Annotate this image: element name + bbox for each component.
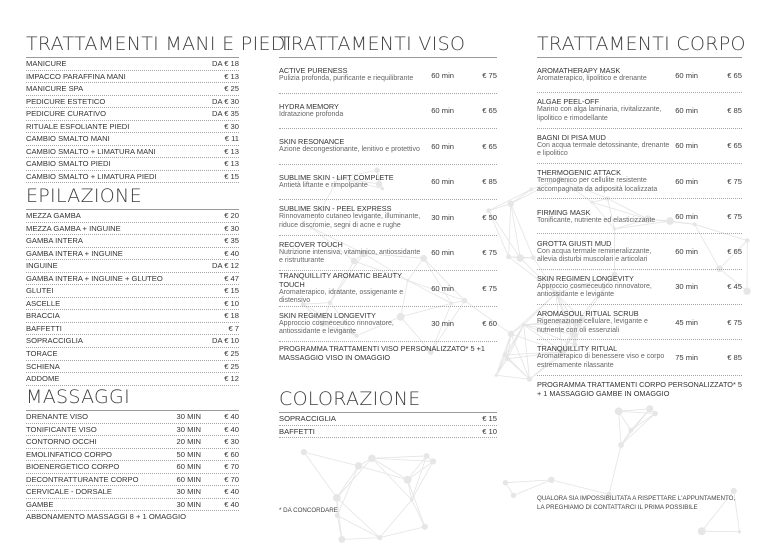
list-item bbox=[26, 298, 239, 311]
treatment-description: Con acqua termale detossinante, drenante e lipolitico bbox=[537, 141, 670, 158]
treatment-text bbox=[537, 239, 670, 265]
treatment-text bbox=[279, 173, 422, 191]
treatment-duration: 60 min bbox=[675, 105, 698, 115]
treatment-description: Approccio cosmeceutico rinnovatore, antiossidante e levigante bbox=[279, 319, 394, 336]
treatment-name: FIRMING MASK bbox=[537, 207, 591, 217]
treatment-row bbox=[279, 236, 497, 272]
treatment-name: SUBLIME SKIN - LIFT COMPLETE bbox=[279, 172, 394, 182]
list-item bbox=[26, 83, 239, 96]
treatment-row bbox=[279, 94, 497, 130]
treatment-row bbox=[537, 234, 742, 269]
list-item bbox=[26, 335, 239, 348]
item-price: € 18 bbox=[224, 311, 239, 321]
item-price: DA € 30 bbox=[211, 96, 239, 106]
treatment-name: BAGNI DI PISA MUD bbox=[537, 132, 606, 142]
treatment-row bbox=[279, 129, 497, 165]
list-item bbox=[26, 121, 239, 134]
item-name: TORACE bbox=[26, 349, 58, 359]
treatment-text bbox=[279, 204, 422, 230]
item-name: BRACCIA bbox=[26, 311, 60, 321]
item-price: € 30 bbox=[224, 223, 239, 233]
list-item bbox=[26, 361, 239, 374]
list-item bbox=[26, 273, 239, 286]
item-price: DA € 10 bbox=[211, 336, 239, 346]
item-name: BAFFETTI bbox=[26, 323, 62, 333]
item-price: € 70 bbox=[224, 462, 239, 472]
treatment-name: SKIN REGIMEN LONGEVITY bbox=[279, 310, 376, 320]
item-name: GAMBA INTERA bbox=[26, 236, 83, 246]
treatment-row bbox=[537, 340, 742, 375]
treatment-name: TRANQUILLITY RITUAL bbox=[537, 344, 618, 354]
section-colorazione bbox=[279, 388, 497, 438]
list-item bbox=[26, 171, 239, 184]
item-name: IMPACCO PARAFFINA MANI bbox=[26, 71, 126, 81]
treatment-price: € 65 bbox=[482, 106, 497, 116]
item-price: DA € 12 bbox=[211, 261, 239, 271]
treatment-price: € 75 bbox=[727, 317, 742, 327]
list-item bbox=[26, 461, 239, 474]
list-item bbox=[26, 348, 239, 361]
treatment-duration: 60 min bbox=[675, 70, 698, 80]
item-price: € 25 bbox=[224, 361, 239, 371]
treatment-description: Aromaterapico, lipolitico e drenante bbox=[537, 75, 647, 83]
item-price: € 60 bbox=[224, 449, 239, 459]
item-price: € 40 bbox=[224, 487, 239, 497]
price-list bbox=[279, 413, 497, 438]
treatment-text bbox=[537, 133, 670, 159]
item-name: ASCELLE bbox=[26, 298, 61, 308]
item-price: € 10 bbox=[482, 426, 497, 436]
list-item bbox=[26, 210, 239, 223]
treatment-price: € 45 bbox=[727, 282, 742, 292]
treatment-duration: 60 min bbox=[431, 70, 454, 80]
treatment-text bbox=[279, 311, 422, 337]
item-duration: 20 MIN bbox=[176, 437, 201, 447]
treatment-row bbox=[537, 58, 742, 93]
treatment-text bbox=[279, 102, 422, 120]
list-item bbox=[26, 499, 239, 512]
treatment-price: € 65 bbox=[727, 247, 742, 257]
item-price: € 15 bbox=[482, 414, 497, 423]
item-price: € 11 bbox=[224, 134, 239, 144]
treatment-name: SKIN RESONANCE bbox=[279, 137, 345, 147]
treatment-duration: 30 min bbox=[675, 282, 698, 292]
list-item bbox=[26, 58, 239, 71]
section-title: TRATTAMENTI CORPO bbox=[537, 33, 742, 58]
treatment-description: Con acqua termale remineralizzante, allevia disturbi muscolari e articolari bbox=[537, 247, 652, 264]
treatment-name: ACTIVE PURENESS bbox=[279, 66, 348, 76]
treatment-description: Antietà liftante e rimpolpante bbox=[279, 181, 368, 189]
list-item bbox=[26, 474, 239, 487]
item-price: € 25 bbox=[224, 349, 239, 359]
list-item bbox=[26, 158, 239, 171]
treatment-description: Termogenico per cellulite resistente accompagnata da adiposità localizzata bbox=[537, 176, 658, 193]
list-item bbox=[26, 436, 239, 449]
treatment-duration: 60 min bbox=[675, 176, 698, 186]
section-corpo bbox=[537, 33, 746, 398]
section-epilazione bbox=[26, 185, 239, 386]
item-duration: 30 MIN bbox=[176, 412, 201, 421]
treatment-description: Rinnovamento cutaneo levigante, illuminante, riduce discromie, segni di acne e rughe bbox=[279, 213, 421, 229]
price-list bbox=[26, 210, 239, 386]
item-name: DECONTRATTURANTE CORPO bbox=[26, 474, 139, 484]
treatment-list bbox=[279, 58, 497, 342]
treatment-description: Azione decongestionante, lenitivo e protettivo bbox=[279, 146, 420, 154]
massaggi-subscription: ABBONAMENTO MASSAGGI 8 + 1 OMAGGIO bbox=[26, 512, 186, 522]
treatment-row bbox=[537, 199, 742, 234]
list-item bbox=[279, 426, 497, 439]
item-name: GAMBA INTERA + INGUINE bbox=[26, 248, 123, 258]
treatment-name: SKIN REGIMEN LONGEVITY bbox=[537, 273, 634, 283]
list-item bbox=[26, 486, 239, 499]
item-duration: 60 MIN bbox=[176, 462, 201, 472]
treatment-name: AROMASOUL RITUAL SCRUB bbox=[537, 309, 639, 319]
treatment-duration: 30 min bbox=[431, 319, 454, 329]
treatment-price: € 75 bbox=[482, 70, 497, 80]
item-name: MEZZA GAMBA + INGUINE bbox=[26, 223, 121, 233]
treatment-price: € 85 bbox=[482, 177, 497, 187]
treatment-duration: 60 min bbox=[675, 141, 698, 151]
item-name: GAMBA INTERA + INGUINE + GLUTEO bbox=[26, 273, 163, 283]
item-name: ADDOME bbox=[26, 374, 60, 384]
item-name: MANICURE bbox=[26, 59, 67, 68]
treatment-row bbox=[537, 270, 742, 305]
treatment-price: € 65 bbox=[727, 141, 742, 151]
item-name: PEDICURE CURATIVO bbox=[26, 109, 107, 119]
appointment-footnote: QUALORA SIA IMPOSSIBILITATA A RISPETTARE L'APPUNTAMENTO, LA PREGHIAMO DI CONTATTARCI IL PRIMA POSSIBILE bbox=[537, 495, 736, 511]
item-name: GLUTEI bbox=[26, 286, 54, 296]
item-name: SCHIENA bbox=[26, 361, 60, 371]
treatment-price: € 65 bbox=[727, 70, 742, 80]
section-title: MASSAGGI bbox=[26, 386, 239, 411]
item-price: € 20 bbox=[224, 211, 239, 220]
treatment-description: Approccio cosmeceutico rinnovatore, antiossidante e levigante bbox=[537, 282, 652, 299]
section-massaggi bbox=[26, 386, 239, 523]
item-name: INGUINE bbox=[26, 261, 58, 271]
treatment-description: Nutrizione intensiva, vitaminico, antiossidante e ristrutturante bbox=[279, 248, 421, 265]
footnote-da-concordare: * DA CONCORDARE bbox=[279, 507, 338, 514]
item-name: EMOLINFATICO CORPO bbox=[26, 449, 112, 459]
item-duration: 60 MIN bbox=[176, 474, 201, 484]
item-duration: 30 MIN bbox=[176, 487, 201, 497]
treatment-description: Marino con alga laminaria, rivitalizzante, lipolitico e rimodellante bbox=[537, 106, 662, 122]
item-price: € 40 bbox=[224, 248, 239, 258]
treatment-duration: 60 min bbox=[431, 177, 454, 187]
item-name: BAFFETTI bbox=[279, 426, 315, 436]
treatment-price: € 85 bbox=[727, 105, 742, 115]
treatment-row bbox=[279, 200, 497, 236]
treatment-description: Aromaterapico di benessere viso e corpo estremamente rilassante bbox=[537, 353, 665, 370]
list-item bbox=[26, 323, 239, 336]
item-price: DA € 18 bbox=[211, 59, 239, 68]
item-duration: 50 MIN bbox=[176, 449, 201, 459]
treatment-row bbox=[279, 307, 497, 343]
item-price: € 30 bbox=[224, 121, 239, 131]
item-duration: 30 MIN bbox=[176, 424, 201, 434]
item-name: CONTORNO OCCHI bbox=[26, 437, 97, 447]
item-price: DA € 35 bbox=[211, 109, 239, 119]
item-price: € 12 bbox=[224, 374, 239, 384]
treatment-duration: 75 min bbox=[675, 353, 698, 363]
price-list bbox=[26, 411, 239, 511]
item-price: € 15 bbox=[224, 286, 239, 296]
treatment-description: Pulizia profonda, purificante e riequilibrante bbox=[279, 75, 414, 83]
item-price: € 13 bbox=[224, 146, 239, 156]
section-mani-piedi bbox=[26, 33, 292, 183]
treatment-text bbox=[279, 240, 422, 266]
treatment-text bbox=[279, 271, 422, 306]
treatment-duration: 60 min bbox=[431, 141, 454, 151]
treatment-text bbox=[537, 168, 670, 194]
item-name: CERVICALE - DORSALE bbox=[26, 487, 112, 497]
list-item bbox=[26, 146, 239, 159]
item-price: € 30 bbox=[224, 437, 239, 447]
item-name: CAMBIO SMALTO + LIMATURA PIEDI bbox=[26, 171, 157, 181]
list-item bbox=[26, 260, 239, 273]
item-name: DRENANTE VISO bbox=[26, 412, 89, 421]
treatment-price: € 75 bbox=[727, 211, 742, 221]
item-name: TONIFICANTE VISO bbox=[26, 424, 97, 434]
item-price: € 40 bbox=[224, 424, 239, 434]
item-price: € 35 bbox=[224, 236, 239, 246]
list-item bbox=[26, 71, 239, 84]
list-item bbox=[26, 108, 239, 121]
price-list bbox=[26, 58, 239, 183]
item-price: € 7 bbox=[228, 323, 239, 333]
treatment-row bbox=[279, 165, 497, 201]
treatment-duration: 45 min bbox=[675, 317, 698, 327]
item-name: SOPRACCIGLIA bbox=[279, 414, 336, 423]
treatment-duration: 30 min bbox=[431, 212, 454, 222]
treatment-name: HYDRA MEMORY bbox=[279, 101, 339, 111]
item-name: GAMBE bbox=[26, 499, 54, 509]
treatment-name: RECOVER TOUCH bbox=[279, 239, 343, 249]
treatment-text bbox=[537, 208, 670, 226]
section-title: TRATTAMENTI MANI E PIEDI bbox=[26, 33, 239, 58]
treatment-description: Aromaterapico, idratante, ossigenante e distensivo bbox=[279, 288, 404, 305]
item-price: € 10 bbox=[224, 298, 239, 308]
treatment-duration: 60 min bbox=[431, 106, 454, 116]
section-title: TRATTAMENTI VISO bbox=[279, 33, 497, 58]
treatment-row bbox=[279, 58, 497, 94]
item-name: CAMBIO SMALTO MANI bbox=[26, 134, 110, 144]
treatment-text bbox=[537, 97, 670, 123]
treatment-duration: 60 min bbox=[431, 283, 454, 293]
list-item bbox=[26, 424, 239, 437]
treatment-price: € 75 bbox=[482, 248, 497, 258]
item-name: SOPRACCIGLIA bbox=[26, 336, 83, 346]
treatment-name: TRANQUILLITY AROMATIC BEAUTY TOUCH bbox=[279, 271, 402, 289]
item-price: € 15 bbox=[224, 171, 239, 181]
item-price: € 70 bbox=[224, 474, 239, 484]
list-item bbox=[26, 285, 239, 298]
treatment-description: Idratazione profonda bbox=[279, 110, 344, 118]
treatment-duration: 60 min bbox=[675, 247, 698, 257]
treatment-name: THERMOGENIC ATTACK bbox=[537, 167, 622, 177]
treatment-price: € 60 bbox=[482, 319, 497, 329]
list-item bbox=[26, 411, 239, 424]
list-item bbox=[279, 413, 497, 426]
treatment-name: GROTTA GIUSTI MUD bbox=[537, 238, 612, 248]
item-price: € 25 bbox=[224, 84, 239, 94]
list-item bbox=[26, 235, 239, 248]
treatment-description: Rigenerazione cellulare, levigante e nutriente con oli essenziali bbox=[537, 318, 648, 334]
item-name: BIOENERGETICO CORPO bbox=[26, 462, 120, 472]
item-name: RITUALE ESFOLIANTE PIEDI bbox=[26, 121, 130, 131]
treatment-text bbox=[537, 309, 670, 335]
item-price: € 13 bbox=[224, 71, 239, 81]
item-name: MEZZA GAMBA bbox=[26, 211, 81, 220]
item-name: CAMBIO SMALTO PIEDI bbox=[26, 159, 111, 169]
list-item bbox=[26, 223, 239, 236]
treatment-list bbox=[537, 58, 742, 376]
treatment-price: € 75 bbox=[482, 283, 497, 293]
corpo-program-note: PROGRAMMA TRATTAMENTI CORPO PERSONALIZZATO* 5 + 1 MASSAGGIO GAMBE IN OMAGGIO bbox=[537, 379, 742, 398]
item-price: € 40 bbox=[224, 412, 239, 421]
treatment-price: € 65 bbox=[482, 141, 497, 151]
treatment-row bbox=[537, 305, 742, 340]
item-price: € 47 bbox=[224, 273, 239, 283]
list-item bbox=[26, 133, 239, 146]
treatment-row bbox=[279, 271, 497, 307]
treatment-price: € 75 bbox=[727, 176, 742, 186]
treatment-price: € 85 bbox=[727, 353, 742, 363]
list-item bbox=[26, 310, 239, 323]
treatment-row bbox=[537, 93, 742, 128]
section-title: COLORAZIONE bbox=[279, 388, 497, 413]
treatment-text bbox=[537, 66, 670, 84]
viso-program-note: PROGRAMMA TRATTAMENTI VISO PERSONALIZZATO* 5 +1 MASSAGGIO VISO IN OMAGGIO bbox=[279, 344, 485, 362]
item-price: € 40 bbox=[224, 499, 239, 509]
section-viso bbox=[279, 33, 497, 362]
item-name: CAMBIO SMALTO + LIMATURA MANI bbox=[26, 146, 156, 156]
treatment-text bbox=[279, 137, 422, 155]
treatment-row bbox=[537, 164, 742, 199]
list-item bbox=[26, 248, 239, 261]
treatment-duration: 60 min bbox=[675, 211, 698, 221]
item-name: MANICURE SPA bbox=[26, 84, 84, 94]
treatment-name: ALGAE PEEL-OFF bbox=[537, 97, 600, 107]
treatment-name: SUBLIME SKIN - PEEL EXPRESS bbox=[279, 204, 392, 214]
item-price: € 13 bbox=[224, 159, 239, 169]
treatment-row bbox=[537, 129, 742, 164]
treatment-text bbox=[537, 344, 670, 370]
treatment-text bbox=[537, 274, 670, 300]
treatment-duration: 60 min bbox=[431, 248, 454, 258]
list-item bbox=[26, 373, 239, 386]
treatment-text bbox=[279, 66, 422, 84]
item-duration: 30 MIN bbox=[176, 499, 201, 509]
list-item bbox=[26, 449, 239, 462]
section-title: EPILAZIONE bbox=[26, 185, 239, 210]
item-name: PEDICURE ESTETICO bbox=[26, 96, 106, 106]
treatment-price: € 50 bbox=[482, 212, 497, 222]
treatment-name: AROMATHERAPY MASK bbox=[537, 66, 621, 76]
list-item bbox=[26, 96, 239, 109]
treatment-description: Tonificante, nutriente ed elasticizzante bbox=[537, 216, 656, 224]
